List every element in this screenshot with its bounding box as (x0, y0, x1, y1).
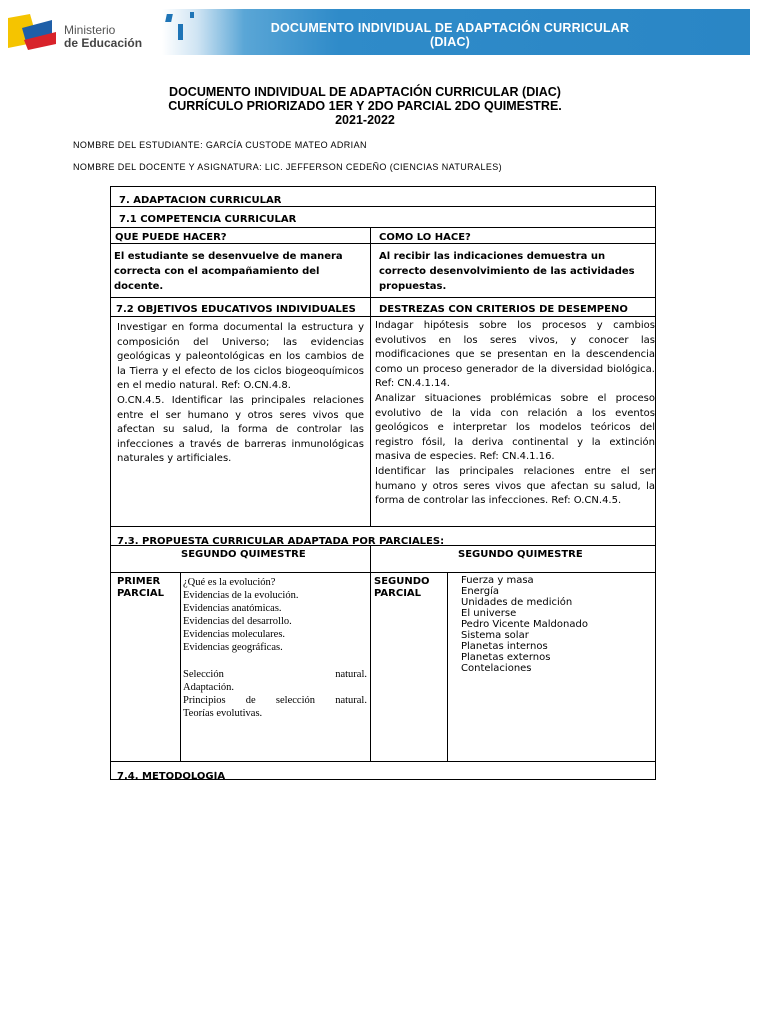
list-item-word: selección (275, 695, 315, 706)
propuesta-heading: 7.3. PROPUESTA CURRICULAR ADAPTADA POR PARCIALES: (117, 536, 445, 545)
como-lo-hace-text: Al recibir las indicaciones demuestra un correcto desenvolvimiento de las actividades propuestas. (379, 251, 635, 292)
list-item: Unidades de medición (461, 597, 573, 608)
ministerio-flag-logo-icon (8, 14, 58, 52)
table-rule (111, 545, 655, 546)
primer-parcial-line-2: PARCIAL (117, 588, 165, 599)
list-item-word: de (245, 695, 256, 706)
student-name: NOMBRE DEL ESTUDIANTE: GARCÍA CUSTODE MATEO ADRIAN (73, 140, 367, 150)
primer-parcial-topics (183, 576, 367, 720)
list-item-word: natural. (335, 695, 367, 706)
table-rule (111, 206, 655, 207)
table-rule (370, 227, 371, 526)
list-item: Pedro Vicente Maldonado (461, 619, 588, 630)
segundo-parcial-line-2: PARCIAL (374, 588, 422, 599)
objetivos-heading: 7.2 OBJETIVOS EDUCATIVOS INDIVIDUALES (116, 304, 356, 315)
list-item (183, 694, 367, 707)
table-rule (111, 526, 655, 527)
table-rule (180, 572, 181, 761)
table-rule (111, 243, 655, 244)
list-item-word: Principios (183, 695, 226, 706)
objetivos-paragraph-2: O.CN.4.5. Identificar las principales relaciones entre el ser humano y otros seres vivos que afectan su salud, la forma de controlar las infecciones a través de barreras inmunológicas naturales y artificiales. (117, 394, 364, 465)
list-item-word: Selección (183, 669, 224, 680)
banner-decoration (190, 12, 194, 18)
list-item: Evidencias de la evolución. (183, 590, 299, 601)
quimestre-right-heading: SEGUNDO QUIMESTRE (458, 549, 583, 560)
document-title (80, 85, 650, 127)
list-item: Evidencias anatómicas. (183, 603, 282, 614)
list-item: Adaptación. (183, 682, 235, 693)
table-rule (111, 297, 655, 298)
como-lo-hace-heading: CÓMO LO HACE? (379, 232, 471, 243)
title-line-1: DOCUMENTO INDIVIDUAL DE ADAPTACIÓN CURRICULAR (DIAC) (169, 85, 561, 99)
section-7-heading: 7. ADAPTACIÓN CURRICULAR (119, 195, 282, 206)
destrezas-paragraph-1: Indagar hipótesis sobre los procesos y cambios evolutivos en los seres vivos, y conocer las modificaciones que se presentan en la descendencia como un proceso generador de la diversidad biológica. Ref: CN.4.1.14. (375, 320, 655, 390)
list-item: Planetas externos (461, 652, 551, 663)
table-rule (370, 545, 371, 761)
list-item: Planetas internos (461, 641, 548, 652)
que-puede-hacer-text: El estudiante se desenvuelve de manera correcta con el acompañamiento del docente. (114, 251, 343, 292)
que-puede-hacer-heading: QUÉ PUEDE HACER? (115, 232, 227, 243)
title-line-3: 2021-2022 (335, 113, 395, 127)
title-line-2: CURRÍCULO PRIORIZADO 1ER Y 2DO PARCIAL 2DO QUIMESTRE. (168, 99, 562, 113)
table-rule (447, 572, 448, 761)
banner-title (210, 21, 690, 49)
section-7-1-heading: 7.1 COMPETENCIA CURRICULAR (119, 214, 297, 225)
list-item: Teorías evolutivas. (183, 708, 263, 719)
adaptation-table (110, 186, 656, 780)
segundo-parcial-label (374, 576, 430, 600)
quimestre-left-heading: SEGUNDO QUIMESTRE (181, 549, 306, 560)
destrezas-paragraph-3: Identificar las principales relaciones entre el ser humano y otros seres vivos que afectan su salud, la forma de controlar las infecciones. Ref: O.CN.4.5. (375, 465, 655, 507)
teacher-name: NOMBRE DEL DOCENTE Y ASIGNATURA: LIC. JEFFERSON CEDEÑO (CIENCIAS NATURALES) (73, 162, 503, 172)
banner-title-line-2: (DIAC) (429, 35, 471, 49)
objetivos-paragraph-1: Investigar en forma documental la estructura y composición del Universo; las evidencias geológicas y paleontológicas en los cambios de la Tierra y el efecto de los ciclos biogeoquímicos en el medio natural. Ref: O.CN.4.8. (117, 322, 364, 392)
destrezas-paragraph-2: Analizar situaciones problémicas sobre el proceso evolutivo de la vida con relación a los eventos geológicos e interpretar los modelos teóricos del registro fósil, la deriva continental y la extinción masiva de especies. Ref: CN.4.1.16. (375, 392, 655, 463)
logo-line-2: de Educación (64, 36, 143, 50)
list-item: Sistema solar (461, 630, 529, 641)
table-rule (111, 316, 655, 317)
objetivos-text (117, 321, 364, 467)
list-item: Evidencias geográficas. (183, 642, 283, 653)
list-item: Fuerza y masa (461, 575, 534, 586)
list-item (183, 668, 367, 681)
ministerio-logo-text (64, 24, 142, 50)
list-item-word: natural. (335, 669, 367, 680)
list-item: Evidencias moleculares. (183, 629, 286, 640)
destrezas-text (375, 319, 655, 509)
destrezas-heading: DESTREZAS CON CRITERIOS DE DESEMPEÑO (379, 304, 628, 315)
list-item: Contelaciones (461, 663, 532, 674)
table-rule (111, 761, 655, 762)
segundo-parcial-topics (461, 575, 651, 674)
banner-title-line-1: DOCUMENTO INDIVIDUAL DE ADAPTACIÓN CURRICULAR (270, 21, 630, 35)
banner-decoration (178, 24, 183, 40)
table-rule (111, 572, 655, 573)
metodologia-heading: 7.4. METODOLOGÍA (117, 771, 226, 779)
list-item: Evidencias del desarrollo. (183, 616, 292, 627)
segundo-parcial-line-1: SEGUNDO (374, 576, 430, 587)
logo-line-1: Ministerio (64, 23, 116, 37)
primer-parcial-line-1: PRIMER (117, 576, 161, 587)
list-item: El universe (461, 608, 517, 619)
list-item: ¿Qué es la evolución? (183, 577, 276, 588)
table-rule (111, 227, 655, 228)
list-spacer (183, 654, 367, 668)
primer-parcial-label (117, 576, 164, 600)
list-item: Energía (461, 586, 499, 597)
